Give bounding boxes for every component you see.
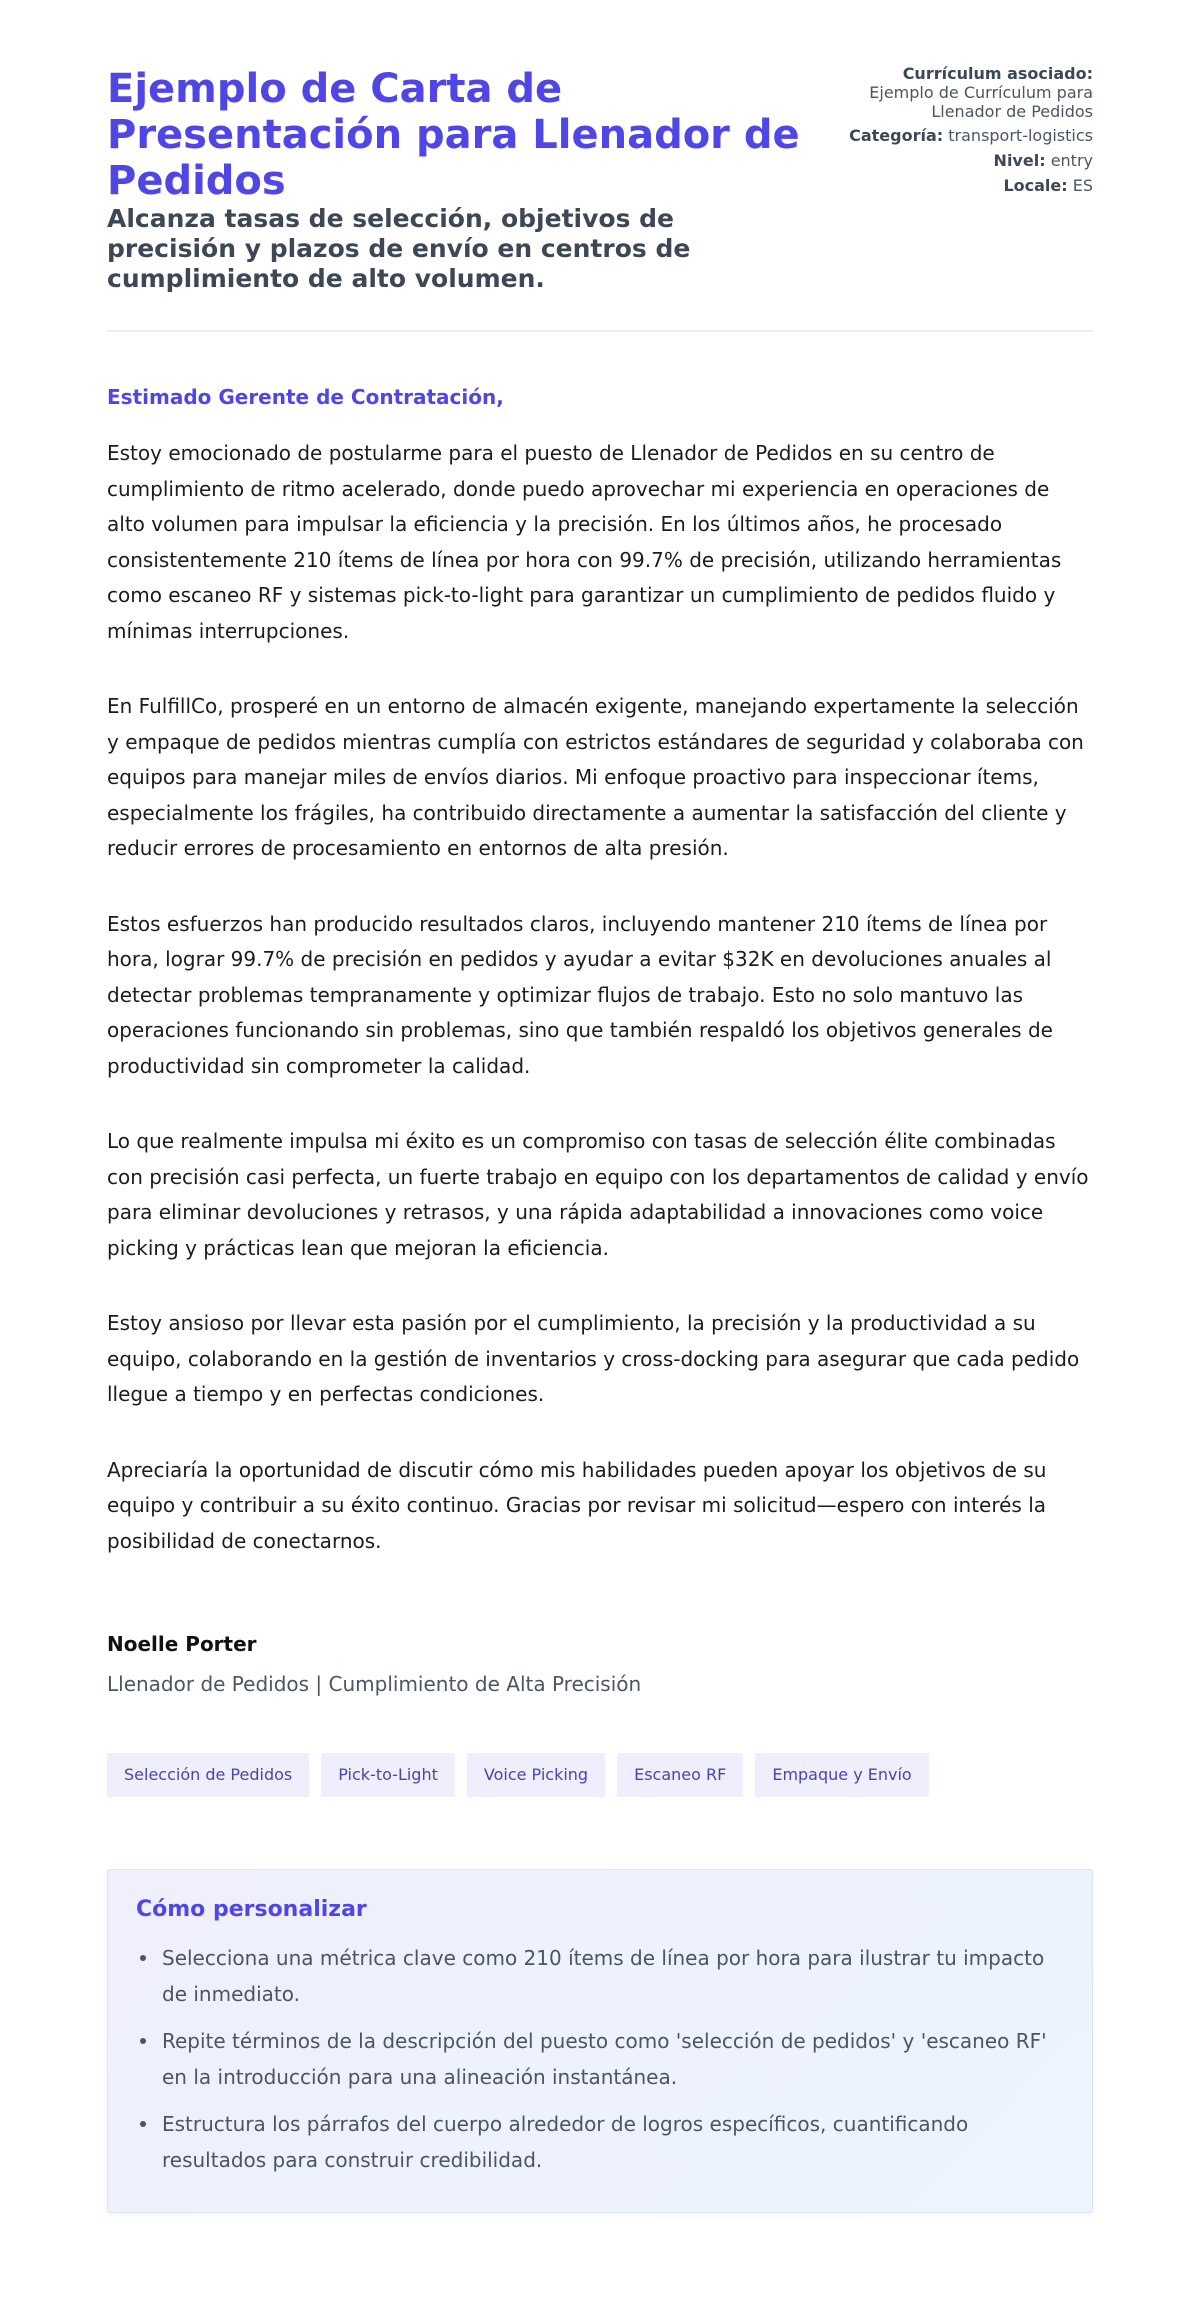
skill-tag: Pick-to-Light (321, 1753, 455, 1797)
letter-body (107, 384, 1093, 1697)
tips-list-item (136, 2023, 1064, 2095)
skill-tag: Escaneo RF (617, 1753, 743, 1797)
header-title-block (107, 64, 804, 294)
meta-category (804, 126, 1093, 145)
skill-tag: Voice Picking (467, 1753, 605, 1797)
signature-title: Llenador de Pedidos | Cumplimiento de Alta Precisión (107, 1672, 642, 1696)
bullet-icon (140, 2121, 146, 2127)
meta-level-label: Nivel: (993, 151, 1046, 170)
meta-locale-label: Locale: (1003, 176, 1068, 195)
letter-paragraph-2: En FulfillCo, prosperé en un entorno de almacén exigente, manejando expertamente la selección y empaque de pedidos mientras cumplía con estrictos estándares de seguridad y colaboraba con equipos para manejar miles de envíos diarios. Mi enfoque proactivo para inspeccionar ítems, especialmente los frágiles, ha contribuido directamente a aumentar la satisfacción del cliente y reducir errores de procesamiento en entornos de alta presión. (107, 694, 1084, 860)
page-header (107, 64, 1093, 332)
skill-tags (107, 1753, 1093, 1797)
tips-list-item-text: Repite términos de la descripción del puesto como 'selección de pedidos' y 'escaneo RF' en la introducción para una alineación instantánea. (162, 2029, 1047, 2089)
letter-greeting: Estimado Gerente de Contratación, (107, 385, 504, 409)
meta-associated-resume (804, 64, 1093, 121)
customization-tips-box (107, 1869, 1093, 2213)
letter-paragraph-3: Estos esfuerzos han producido resultados claros, incluyendo mantener 210 ítems de línea por hora, lograr 99.7% de precisión en pedidos y ayudar a evitar $32K en devoluciones anuales al detectar problemas tempranamente y optimizar flujos de trabajo. Esto no solo mantuvo las operaciones funcionando sin problemas, sino que también respaldó los objetivos generales de productividad sin comprometer la calidad. (107, 911, 1053, 1078)
skill-tag: Selección de Pedidos (107, 1753, 309, 1797)
bullet-icon (140, 2038, 146, 2044)
meta-category-label: Categoría: (849, 126, 944, 145)
letter-paragraph-6: Apreciaría la oportunidad de discutir cómo mis habilidades pueden apoyar los objetivos de su equipo y contribuir a su éxito continuo. Gracias por revisar mi solicitud—espero con interés la posibilidad de conectarnos. (107, 1457, 1047, 1553)
letter-paragraph-5: Estoy ansioso por llevar esta pasión por el cumplimiento, la precisión y la productividad a su equipo, colaborando en la gestión de inventarios y cross-docking para asegurar que cada pedido llegue a tiempo y en perfectas condiciones. (107, 1311, 1080, 1406)
tips-list-item (136, 2106, 1064, 2178)
tips-list-item-text: Selecciona una métrica clave como 210 ítems de línea por hora para ilustrar tu impacto de inmediato. (162, 1946, 1045, 2006)
bullet-icon (140, 1955, 146, 1961)
skill-tag: Empaque y Envío (755, 1753, 928, 1797)
meta-category-value: transport-logistics (948, 126, 1093, 145)
tips-title: Cómo personalizar (136, 1897, 367, 1922)
meta-level (804, 151, 1093, 170)
meta-associated-resume-link[interactable]: Ejemplo de Currículum para Llenador de Pedidos (869, 83, 1093, 121)
letter-paragraph-4: Lo que realmente impulsa mi éxito es un compromiso con tasas de selección élite combinadas con precisión casi perfecta, un fuerte trabajo en equipo con los departamentos de calidad y envío para eliminar devoluciones y retrasos, y una rápida adaptabilidad a innovaciones como voice picking y prácticas lean que mejoran la eficiencia. (107, 1129, 1089, 1260)
meta-locale-value: ES (1072, 176, 1093, 195)
letter-paragraph-1: Estoy emocionado de postularme para el puesto de Llenador de Pedidos en su centro de cumplimiento de ritmo acelerado, donde puedo aprovechar mi experiencia en operaciones de alto volumen para impulsar la eficiencia y la precisión. En los últimos años, he procesado consistentemente 210 ítems de línea por hora con 99.7% de precisión, utilizando herramientas como escaneo RF y sistemas pick-to-light para garantizar un cumplimiento de pedidos fluido y mínimas interrupciones. (107, 441, 1062, 643)
signature-name: Noelle Porter (107, 1632, 257, 1656)
meta-locale (804, 176, 1093, 195)
tips-list (136, 1940, 1064, 2178)
meta-panel (804, 64, 1093, 201)
signature-block (107, 1631, 1093, 1697)
meta-level-value: entry (1050, 151, 1093, 170)
page-subtitle: Alcanza tasas de selección, objetivos de precisión y plazos de envío en centros de cumplimiento de alto volumen. (107, 204, 691, 293)
meta-associated-resume-label: Currículum asociado: (902, 64, 1093, 83)
tips-list-item-text: Estructura los párrafos del cuerpo alrededor de logros específicos, cuantificando resultados para construir credibilidad. (162, 2112, 969, 2172)
page-title: Ejemplo de Carta de Presentación para Llenador de Pedidos (107, 66, 800, 204)
tips-list-item (136, 1940, 1064, 2012)
